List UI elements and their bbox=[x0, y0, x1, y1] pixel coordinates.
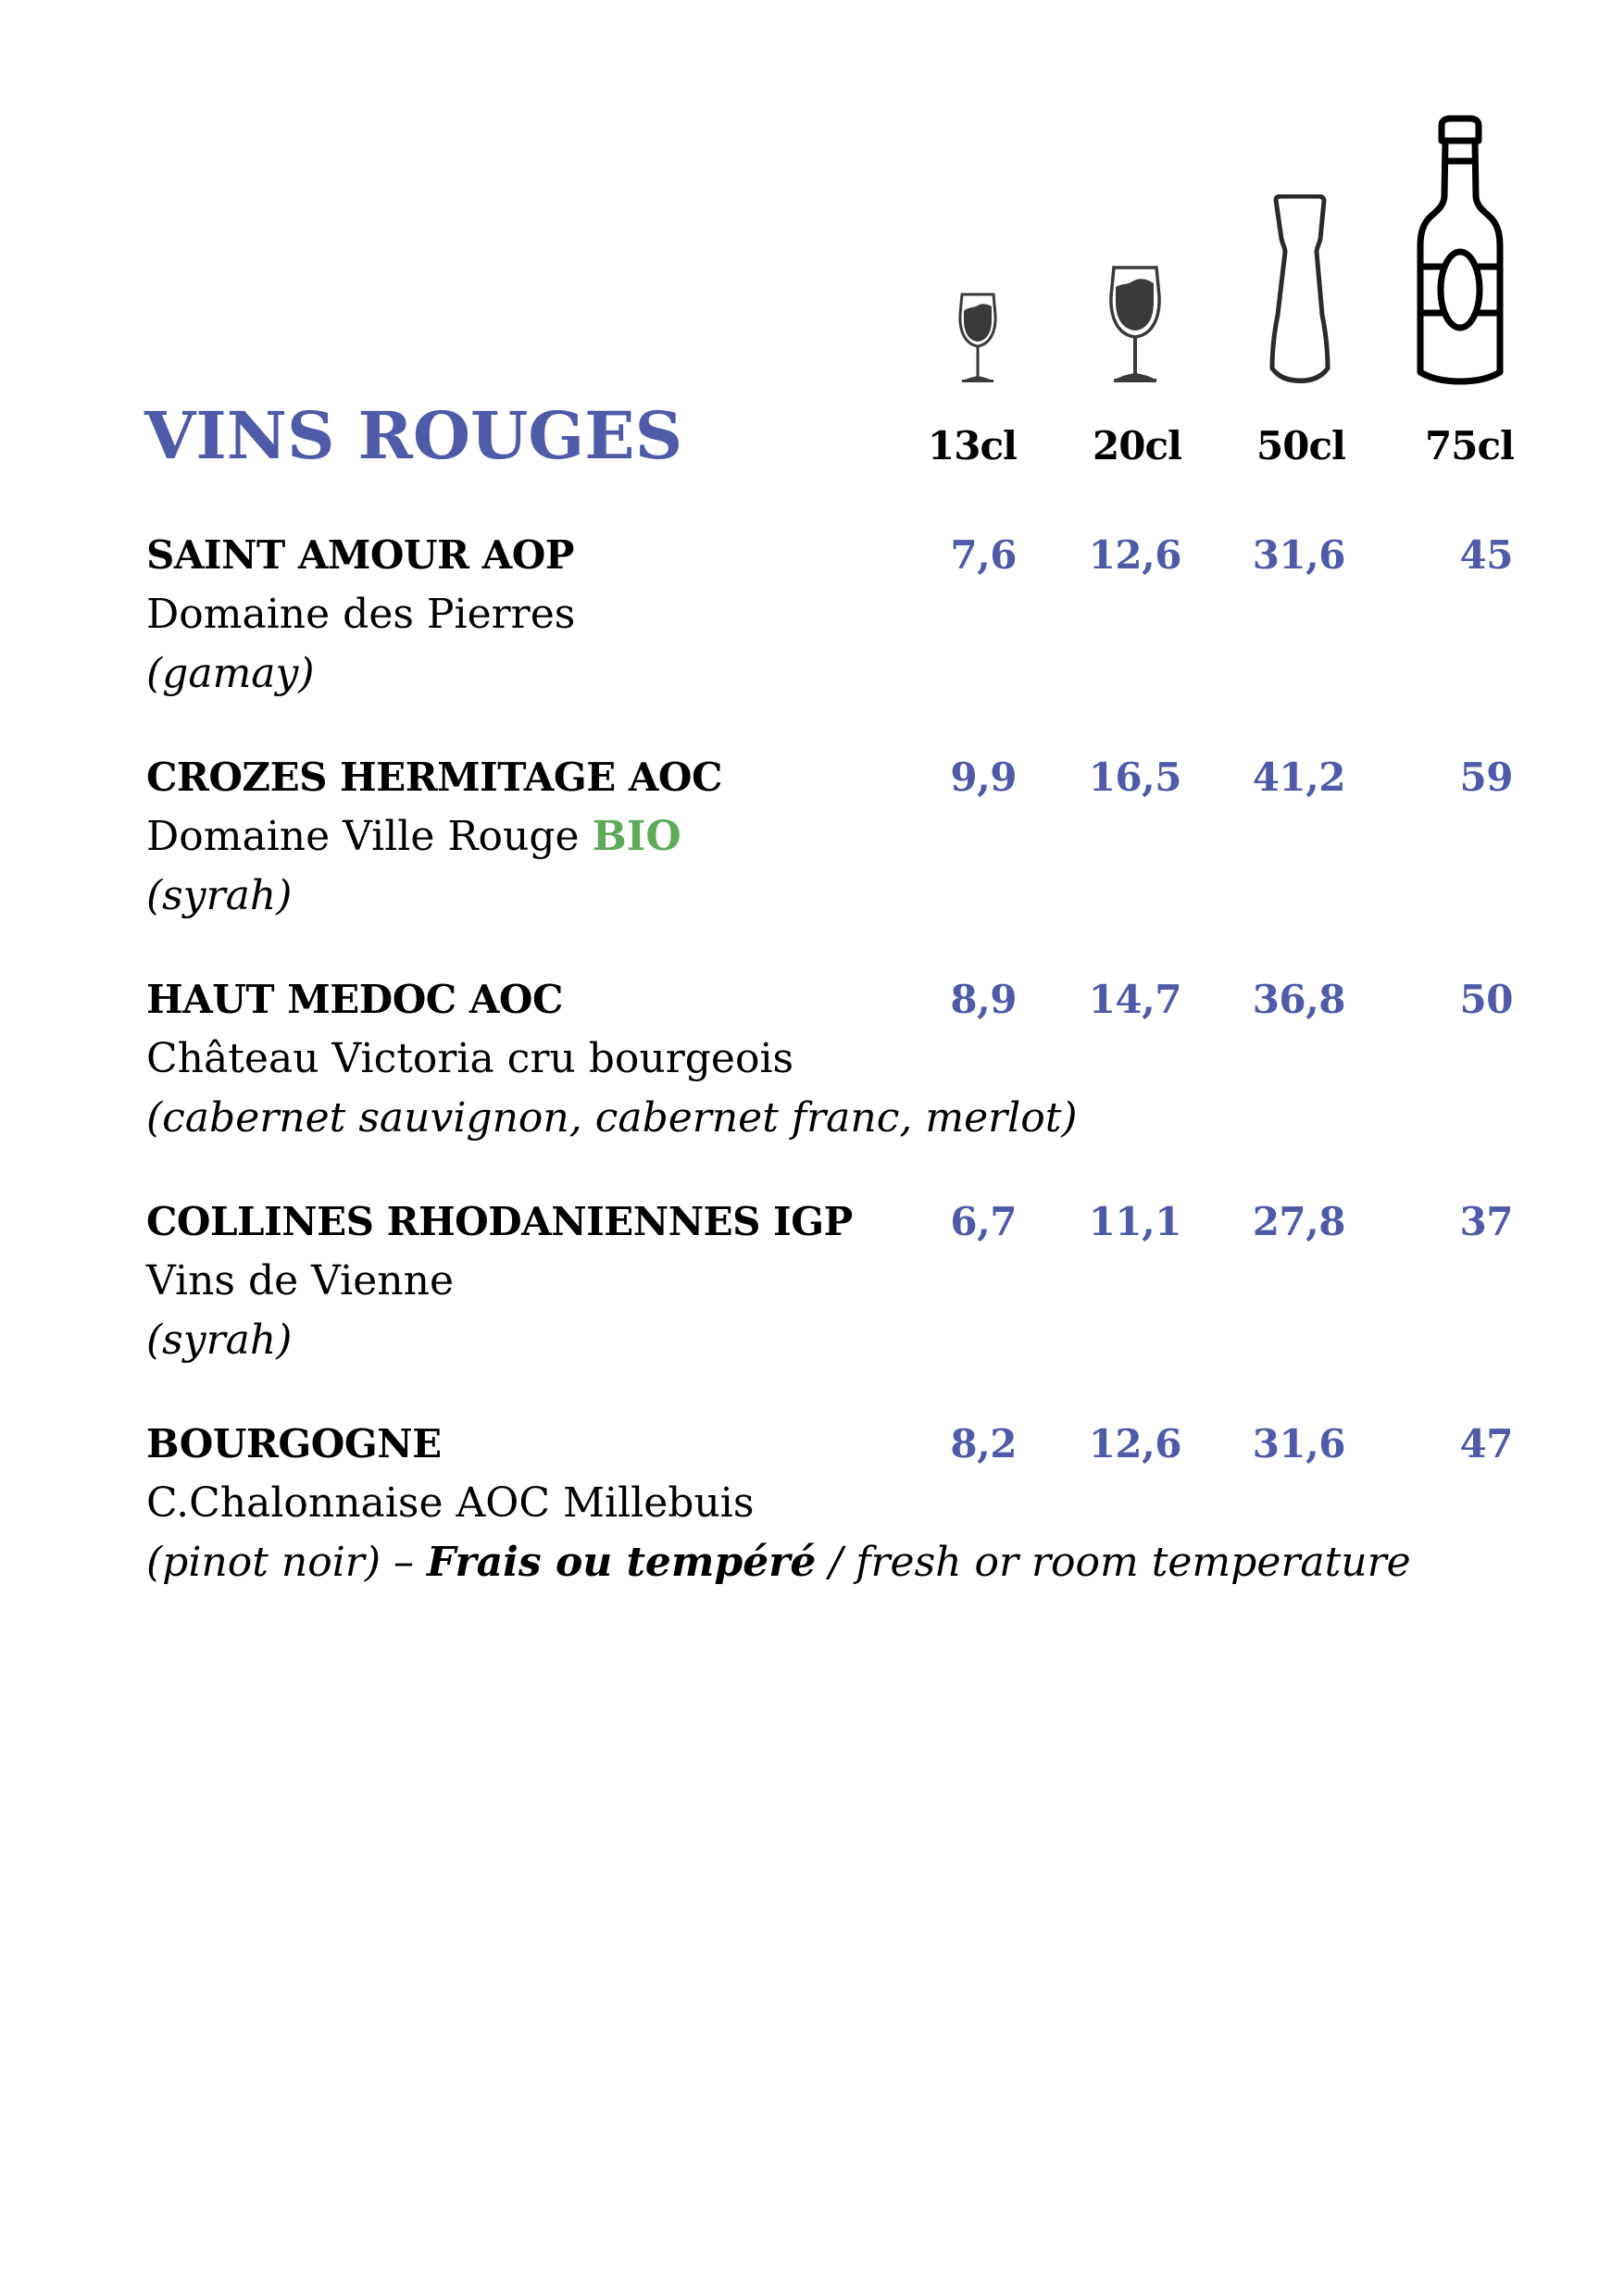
price-20cl: 12,6 bbox=[1088, 1421, 1181, 1466]
price-20cl: 14,7 bbox=[1088, 977, 1181, 1022]
price-50cl: 41,2 bbox=[1252, 755, 1345, 800]
price-75cl: 50 bbox=[1459, 977, 1513, 1022]
producer-text: Domaine des Pierres bbox=[146, 591, 576, 638]
wine-name: COLLINES RHODANIENNES IGP bbox=[146, 1199, 853, 1244]
wine-item bbox=[146, 748, 1517, 933]
wine-producer bbox=[146, 1252, 454, 1311]
serving-note-translation: / fresh or room temperature bbox=[816, 1539, 1411, 1586]
bio-badge: BIO bbox=[592, 813, 681, 860]
serving-note-bold: Frais ou tempéré bbox=[426, 1539, 817, 1586]
section-title: VINS ROUGES bbox=[144, 397, 683, 474]
size-label-13cl: 13cl bbox=[928, 423, 1017, 468]
price-13cl: 7,6 bbox=[950, 532, 1017, 578]
size-label-50cl: 50cl bbox=[1256, 423, 1345, 468]
wine-grape: (gamay) bbox=[146, 650, 315, 697]
wine-grape bbox=[146, 1533, 1411, 1592]
price-50cl: 27,8 bbox=[1252, 1199, 1345, 1244]
price-13cl: 6,7 bbox=[950, 1199, 1017, 1244]
wine-item bbox=[146, 526, 1517, 711]
price-13cl: 8,2 bbox=[950, 1421, 1017, 1466]
grape-text: (pinot noir) – bbox=[146, 1539, 427, 1586]
carafe-icon bbox=[1265, 194, 1337, 385]
large-wine-glass-icon bbox=[1105, 265, 1166, 383]
wine-item bbox=[146, 970, 1517, 1155]
producer-text: Château Victoria cru bourgeois bbox=[146, 1035, 794, 1082]
wine-item bbox=[146, 1415, 1517, 1600]
price-50cl: 31,6 bbox=[1252, 532, 1345, 578]
wine-producer bbox=[146, 1474, 754, 1533]
wine-grape: (syrah) bbox=[146, 872, 293, 919]
wine-name: BOURGOGNE bbox=[146, 1421, 442, 1466]
producer-text: Domaine Ville Rouge bbox=[146, 813, 580, 860]
price-20cl: 11,1 bbox=[1088, 1199, 1181, 1244]
wine-name: HAUT MEDOC AOC bbox=[146, 977, 563, 1022]
wine-bottle-icon bbox=[1414, 115, 1506, 385]
wine-producer bbox=[146, 807, 681, 867]
wine-producer bbox=[146, 1029, 793, 1089]
price-20cl: 12,6 bbox=[1088, 532, 1181, 578]
price-13cl: 8,9 bbox=[950, 977, 1017, 1022]
size-label-75cl: 75cl bbox=[1425, 423, 1514, 468]
price-13cl: 9,9 bbox=[950, 755, 1017, 800]
price-50cl: 31,6 bbox=[1252, 1421, 1345, 1466]
price-50cl: 36,8 bbox=[1252, 977, 1345, 1022]
price-75cl: 37 bbox=[1459, 1199, 1513, 1244]
small-wine-glass-icon bbox=[954, 293, 1002, 383]
wine-name: SAINT AMOUR AOP bbox=[146, 532, 574, 578]
wine-grape: (cabernet sauvignon, cabernet franc, merlot) bbox=[146, 1094, 1078, 1142]
price-75cl: 47 bbox=[1459, 1421, 1513, 1466]
wine-producer bbox=[146, 585, 575, 644]
producer-text: Vins de Vienne bbox=[146, 1257, 454, 1304]
price-20cl: 16,5 bbox=[1088, 755, 1181, 800]
producer-text: C.Chalonnaise AOC Millebuis bbox=[146, 1479, 755, 1527]
wine-item bbox=[146, 1192, 1517, 1378]
price-75cl: 59 bbox=[1459, 755, 1513, 800]
wine-grape: (syrah) bbox=[146, 1316, 293, 1364]
size-label-20cl: 20cl bbox=[1093, 423, 1181, 468]
price-75cl: 45 bbox=[1459, 532, 1513, 578]
wine-name: CROZES HERMITAGE AOC bbox=[146, 755, 722, 800]
